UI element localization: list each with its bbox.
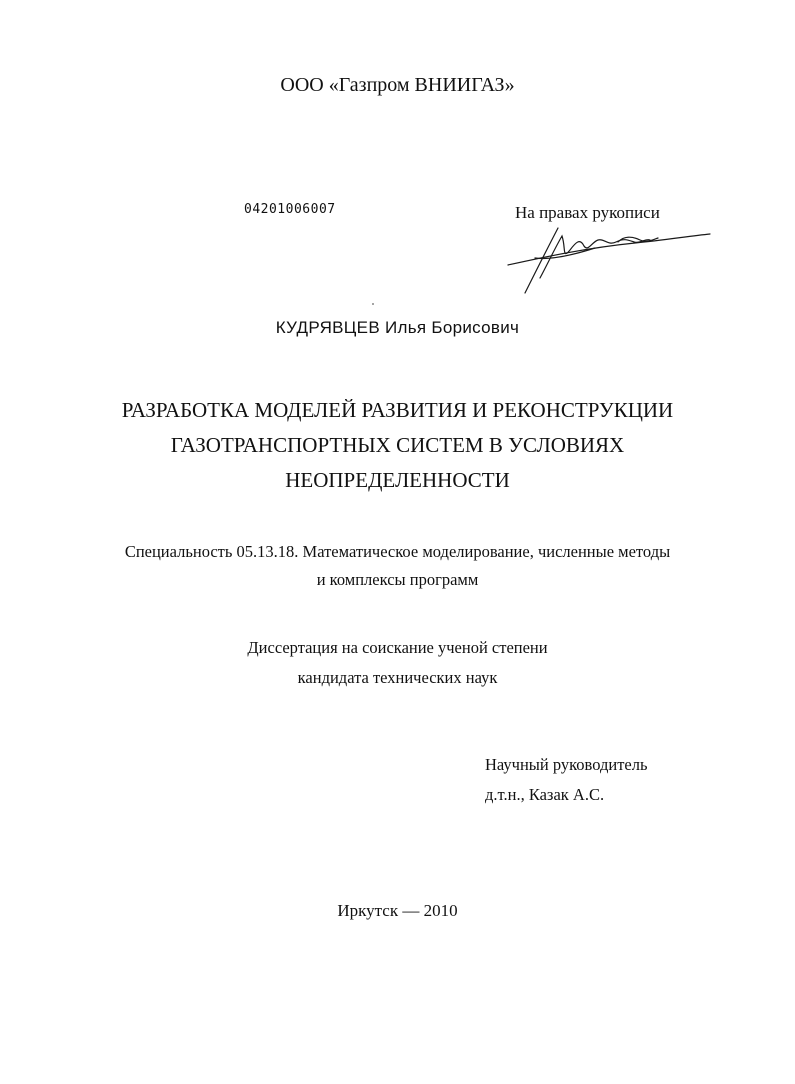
supervisor-block bbox=[485, 750, 648, 810]
document-code: 04201006007 bbox=[244, 202, 336, 217]
scan-speck bbox=[372, 303, 374, 305]
degree-statement bbox=[0, 633, 795, 693]
specialty-line: Специальность 05.13.18. Математическое моделирование, численные методы bbox=[124, 542, 671, 561]
handwritten-signature bbox=[500, 218, 715, 298]
specialty bbox=[0, 538, 795, 594]
title-line: ГАЗОТРАНСПОРТНЫХ СИСТЕМ В УСЛОВИЯХ bbox=[170, 433, 625, 457]
degree-line: кандидата технических наук bbox=[297, 668, 498, 687]
author-name: КУДРЯВЦЕВ Илья Борисович bbox=[275, 318, 520, 337]
place-and-year: Иркутск — 2010 bbox=[337, 901, 458, 920]
dissertation-title bbox=[0, 393, 795, 498]
degree-line: Диссертация на соискание ученой степени bbox=[247, 638, 548, 657]
supervisor-name: д.т.н., Казак А.С. bbox=[485, 785, 605, 804]
supervisor-label: Научный руководитель bbox=[485, 755, 648, 774]
specialty-line: и комплексы программ bbox=[316, 570, 479, 589]
manuscript-rights-note: На правах рукописи bbox=[515, 203, 660, 222]
title-line: РАЗРАБОТКА МОДЕЛЕЙ РАЗВИТИЯ И РЕКОНСТРУКЦИИ bbox=[121, 398, 674, 422]
organization-name: ООО «Газпром ВНИИГАЗ» bbox=[280, 74, 515, 96]
title-line: НЕОПРЕДЕЛЕННОСТИ bbox=[285, 468, 510, 492]
